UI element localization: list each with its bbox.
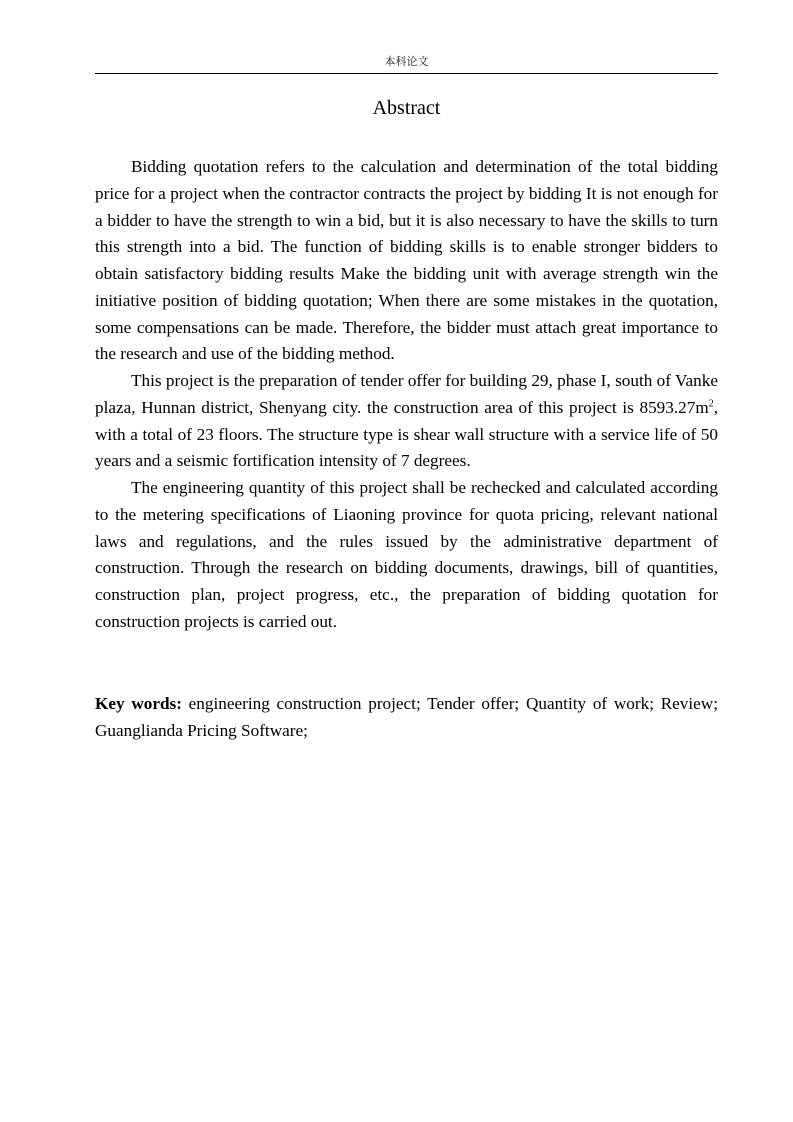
paragraph-3: The engineering quantity of this project shall be rechecked and calculated according to the metering specifications of Liaoning province for quota pricing, relevant national laws and regulations, and the rules issued by the administrative department of construction. Through the research on bidding documents, drawings, bill of quantities, construction plan, project progress, etc., the preparation of bidding quotation for construction projects is carried out. xyxy=(95,478,718,631)
paragraph-2 xyxy=(95,368,718,475)
area-unit-superscript: 2 xyxy=(708,398,714,410)
paragraph-2-part-2: , with a total of 23 floors. The structure type is shear wall structure with a service life of 50 years and a seismic fortification intensity of 7 degrees. xyxy=(95,397,718,471)
keywords-label: Key words: xyxy=(95,694,182,713)
abstract-title: Abstract xyxy=(372,97,441,119)
header-rule xyxy=(95,73,718,74)
abstract-body xyxy=(95,154,718,636)
keywords-text: engineering construction project; Tender offer; Quantity of work; Review; Guanglianda Pricing Software; xyxy=(95,694,718,740)
keywords-line xyxy=(95,691,718,745)
running-header: 本科论文 xyxy=(384,56,429,68)
paragraph-2-part-1: This project is the preparation of tender offer for building 29, phase I, south of Vanke plaza, Hunnan district, Shenyang city. the construction area of this project is 8593.27m xyxy=(95,371,718,417)
paragraph-1: Bidding quotation refers to the calculation and determination of the total bidding price for a project when the contractor contracts the project by bidding It is not enough for a bidder to have the strength to win a bid, but it is also necessary to have the skills to turn this strength into a bid. The function of bidding skills is to enable stronger bidders to obtain satisfactory bidding results Make the bidding unit with average strength win the initiative position of bidding quotation; When there are some mistakes in the quotation, some compensations can be made. Therefore, the bidder must attach great importance to the research and use of the bidding method. xyxy=(95,157,718,364)
